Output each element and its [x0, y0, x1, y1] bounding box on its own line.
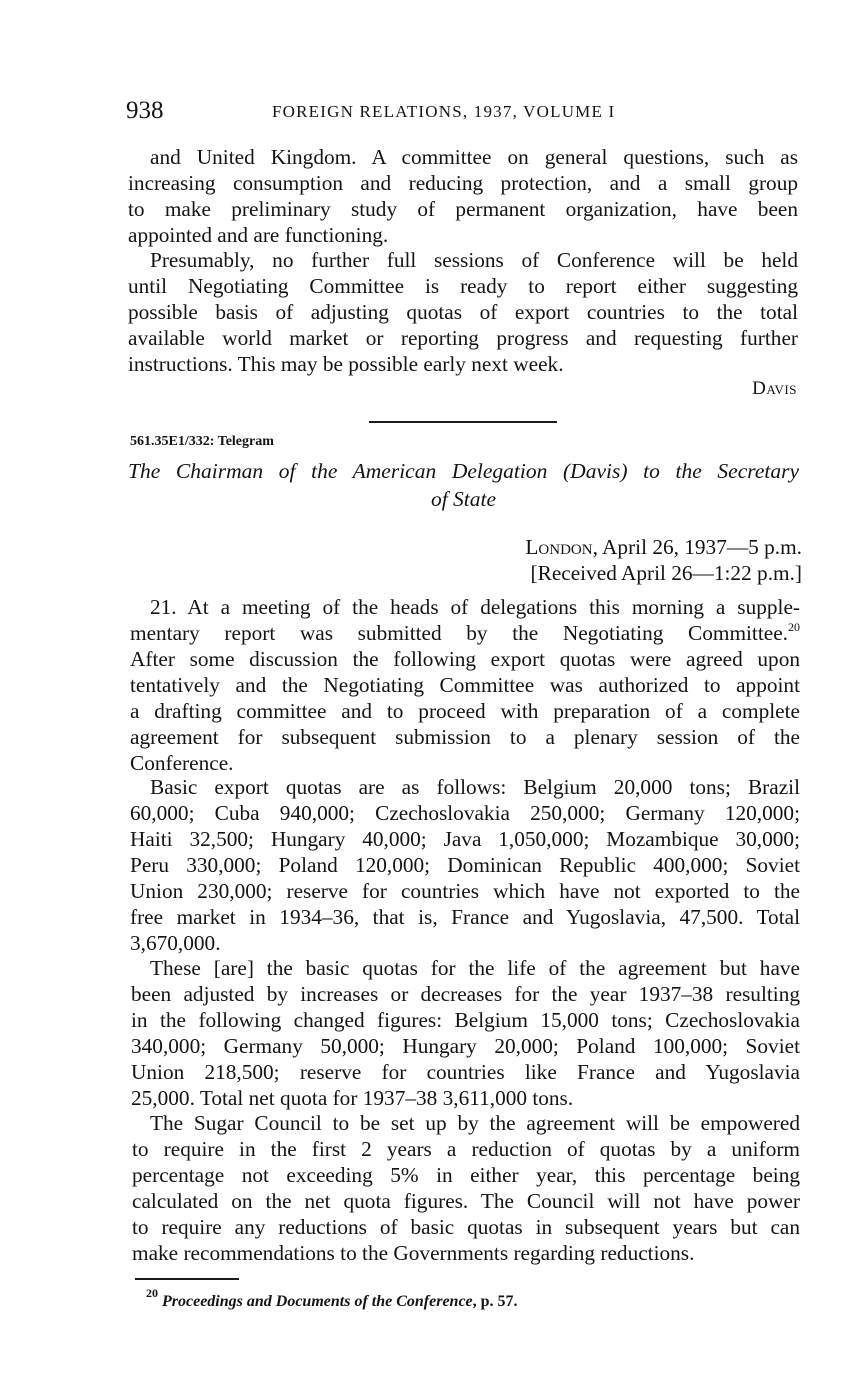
section-separator [369, 421, 557, 423]
paragraph-line: Union 218,500; reserve for countries like France and Yugoslavia [131, 1060, 800, 1084]
paragraph-line: agreement for subsequent submission to a plenary session of the [130, 725, 800, 749]
paragraph-line: Conference. [130, 751, 234, 775]
paragraph-line: Union 230,000; reserve for countries which have not exported to the [130, 879, 800, 903]
document-title [128, 457, 799, 513]
signature: Davis [752, 378, 797, 399]
paragraph-line: appointed and are functioning. [128, 223, 389, 247]
file-reference: 561.35E1/332: Telegram [130, 434, 274, 449]
dateline [525, 534, 802, 586]
paragraph-line: Haiti 32,500; Hungary 40,000; Java 1,050,000; Mozambique 30,000; [130, 827, 800, 851]
paragraph-line: mentary report was submitted by the Negotiating Committee.$^{20}$ [130, 620, 800, 645]
paragraph-line: a drafting committee and to proceed with preparation of a complete [130, 699, 800, 723]
paragraph-line: 340,000; Germany 50,000; Hungary 20,000; Poland 100,000; Soviet [131, 1034, 800, 1058]
paragraph-line: make recommendations to the Governments regarding reductions. [132, 1241, 695, 1265]
paragraph-line: to require any reductions of basic quotas in subsequent years but can [132, 1215, 800, 1239]
paragraph-line: available world market or reporting progress and requesting further [128, 326, 798, 350]
footnote-page: , p. 57. [472, 1293, 518, 1310]
footnote-reference: 20 [788, 620, 800, 634]
paragraph-line: tentatively and the Negotiating Committee was authorized to appoint [130, 673, 800, 697]
paragraph-line: possible basis of adjusting quotas of export countries to the total [128, 300, 798, 324]
paragraph-line: Peru 330,000; Poland 120,000; Dominican Republic 400,000; Soviet [130, 853, 800, 877]
dateline-date: , April 26, 1937—5 p.m. [592, 535, 802, 559]
paragraph-line: 21. At a meeting of the heads of delegations this morning a supple- [150, 595, 800, 619]
paragraph-line: been adjusted by increases or decreases for the year 1937–38 resulting [131, 982, 800, 1006]
paragraph-line: 3,670,000. [130, 931, 221, 955]
running-title: FOREIGN RELATIONS, 1937, VOLUME I [272, 102, 616, 121]
paragraph-line: Presumably, no further full sessions of Conference will be held [150, 248, 798, 272]
page-number: 938 [126, 97, 164, 124]
footnote-rule [135, 1278, 239, 1280]
paragraph-line: The Sugar Council to be set up by the agreement will be empowered [150, 1111, 800, 1135]
paragraph-line: free market in 1934–36, that is, France and Yugoslavia, 47,500. Total [130, 905, 800, 929]
footnote-marker: 20 [146, 1286, 158, 1300]
paragraph-line: percentage not exceeding 5% in either year, this percentage being [132, 1163, 800, 1187]
paragraph-line: to require in the first 2 years a reduction of quotas by a uniform [132, 1137, 800, 1161]
paragraph-line: to make preliminary study of permanent organization, have been [128, 197, 798, 221]
document-title-line: of State [430, 487, 497, 511]
paragraph-line: 60,000; Cuba 940,000; Czechoslovakia 250,000; Germany 120,000; [130, 801, 800, 825]
paragraph-line: instructions. This may be possible early next week. [128, 352, 564, 376]
paragraph-line: increasing consumption and reducing protection, and a small group [128, 171, 798, 195]
footnote-title: Proceedings and Documents of the Conference [162, 1293, 473, 1310]
received-line: [Received April 26—1:22 p.m.] [530, 561, 802, 585]
sent-line [525, 534, 802, 560]
footnote [146, 1286, 518, 1313]
paragraph-line: Basic export quotas are as follows: Belgium 20,000 tons; Brazil [150, 775, 800, 799]
dateline-city: London [525, 535, 593, 559]
running-head [126, 96, 802, 126]
paragraph-line: calculated on the net quota figures. The Council will not have power [132, 1189, 800, 1213]
paragraph-line: These [are] the basic quotas for the life of the agreement but have [150, 956, 800, 980]
paragraph-line: 25,000. Total net quota for 1937–38 3,611,000 tons. [131, 1086, 574, 1110]
paragraph-line: and United Kingdom. A committee on general questions, such as [150, 145, 798, 169]
paragraph-line: After some discussion the following export quotas were agreed upon [130, 647, 800, 671]
paragraph-line: in the following changed figures: Belgium 15,000 tons; Czechoslovakia [131, 1008, 800, 1032]
document-title-line: The Chairman of the American Delegation (Davis) to the Secretary [128, 459, 799, 483]
paragraph-line: until Negotiating Committee is ready to report either suggesting [128, 274, 798, 298]
